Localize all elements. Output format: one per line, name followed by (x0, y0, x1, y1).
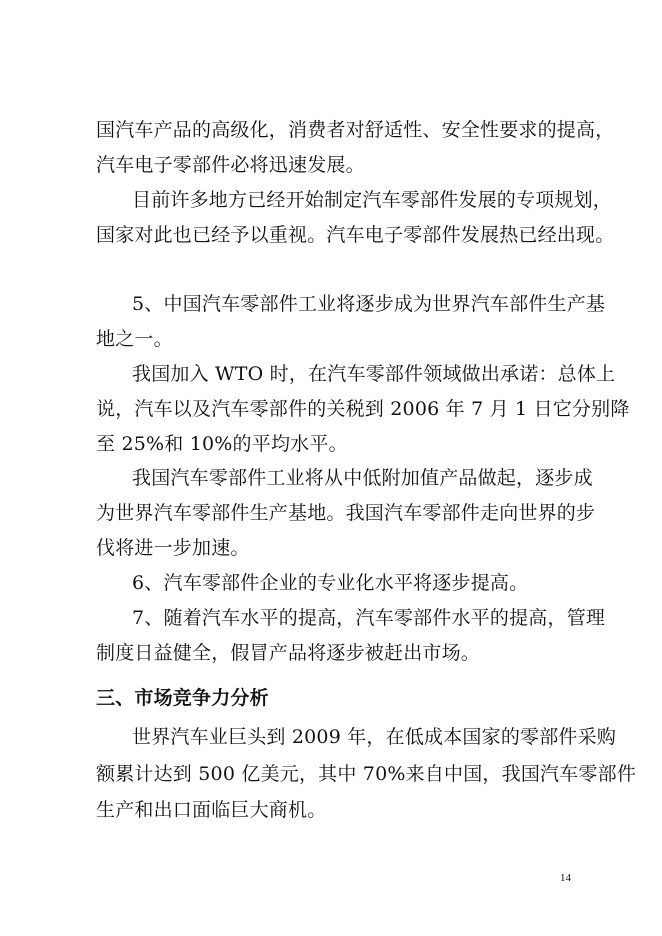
paragraph-line: 国家对此也已经予以重视。汽车电子零部件发展热已经出现。 (96, 224, 615, 246)
paragraph-line: 我国汽车零部件工业将从中低附加值产品做起，逐步成 (132, 467, 593, 489)
paragraph-line: 伐将进一步加速。 (96, 537, 250, 559)
paragraph-line: 目前许多地方已经开始制定汽车零部件发展的专项规划， (132, 189, 613, 211)
paragraph-line: 7、随着汽车水平的提高，汽车零部件水平的提高，管理 (132, 607, 606, 629)
paragraph-line: 6、汽车零部件企业的专业化水平将逐步提高。 (132, 572, 529, 594)
paragraph-line: 地之一。 (96, 328, 173, 350)
paragraph-line: 汽车电子零部件必将迅速发展。 (96, 154, 365, 176)
paragraph-line: 国汽车产品的高级化，消费者对舒适性、安全性要求的提高， (96, 119, 615, 141)
section-heading: 三、市场竞争力分析 (96, 687, 269, 709)
page-number: 14 (560, 872, 571, 884)
paragraph-line: 我国加入 WTO 时，在汽车零部件领域做出承诺：总体上 (132, 363, 616, 385)
paragraph-line: 制度日益健全，假冒产品将逐步被赶出市场。 (96, 642, 481, 664)
paragraph-line: 额累计达到 500 亿美元，其中 70%来自中国，我国汽车零部件 (96, 763, 637, 785)
paragraph-line: 世界汽车业巨头到 2009 年，在低成本国家的零部件采购 (132, 726, 617, 748)
paragraph-line: 至 25%和 10%的平均水平。 (96, 433, 348, 455)
paragraph-line: 说，汽车以及汽车零部件的关税到 2006 年 7 月 1 日它分别降 (96, 398, 630, 420)
paragraph-line: 为世界汽车零部件生产基地。我国汽车零部件走向世界的步 (96, 502, 596, 524)
paragraph-line: 生产和出口面临巨大商机。 (96, 799, 327, 821)
paragraph-line: 5、中国汽车零部件工业将逐步成为世界汽车部件生产基 (132, 293, 606, 315)
